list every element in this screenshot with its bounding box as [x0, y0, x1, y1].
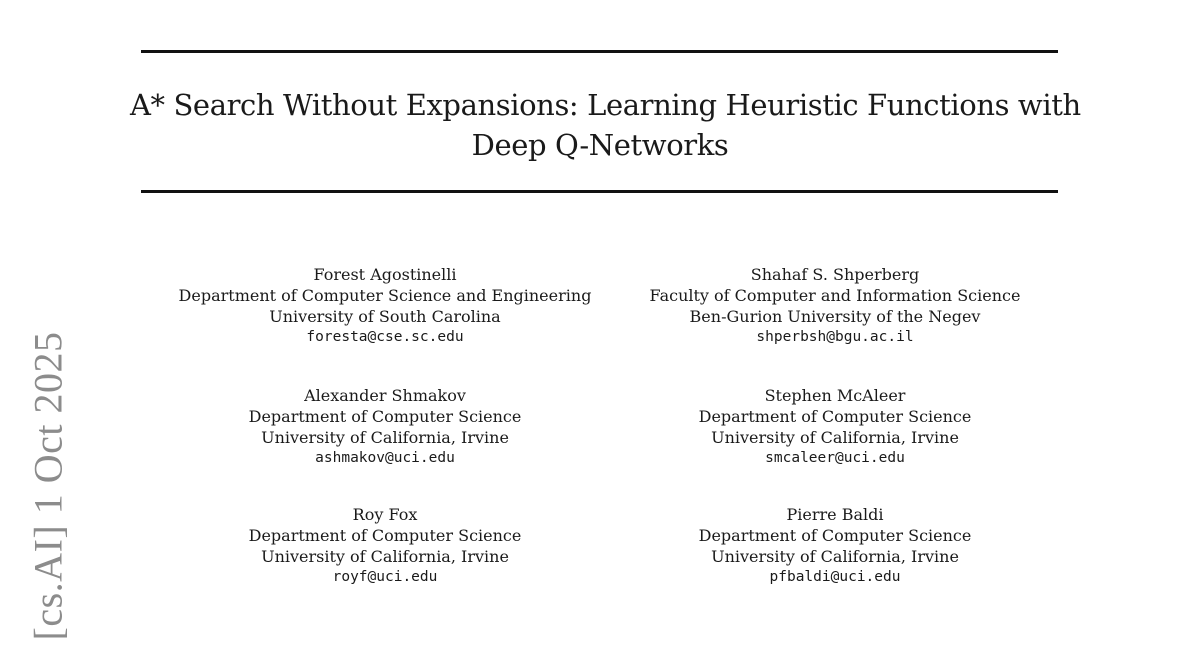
author-department: Department of Computer Science and Engineering [178, 286, 592, 305]
author-name: Alexander Shmakov [304, 386, 466, 405]
author-block-baldi [610, 504, 1060, 588]
author-name: Stephen McAleer [764, 386, 906, 405]
author-department: Department of Computer Science [698, 407, 972, 426]
author-department: Department of Computer Science [248, 407, 522, 426]
author-department: Department of Computer Science [248, 526, 522, 545]
title-top-rule [141, 50, 1058, 53]
author-institution: University of California, Irvine [711, 547, 959, 566]
author-block-fox [150, 504, 620, 588]
author-block-shmakov [150, 385, 620, 469]
author-email: royf@uci.edu [332, 569, 438, 585]
author-institution: University of South Carolina [269, 307, 501, 326]
author-block-mcaleer [610, 385, 1060, 469]
author-name: Shahaf S. Shperberg [750, 265, 920, 284]
paper-title-line-2: Deep Q-Networks [471, 128, 729, 162]
author-institution: Ben-Gurion University of the Negev [689, 307, 981, 326]
arxiv-side-stamp: [cs.AI] 1 Oct 2025 [25, 331, 71, 641]
title-bottom-rule [141, 190, 1058, 193]
paper-title-line-1: A* Search Without Expansions: Learning Heuristic Functions with [130, 88, 1081, 122]
author-block-agostinelli [150, 264, 620, 348]
author-department: Faculty of Computer and Information Science [649, 286, 1021, 305]
author-email: foresta@cse.sc.edu [306, 329, 464, 345]
author-email: ashmakov@uci.edu [315, 450, 455, 466]
author-name: Pierre Baldi [786, 505, 884, 524]
author-email: pfbaldi@uci.edu [769, 569, 901, 585]
author-name: Roy Fox [352, 505, 418, 524]
author-institution: University of California, Irvine [711, 428, 959, 447]
author-email: shperbsh@bgu.ac.il [756, 329, 914, 345]
paper-title [130, 85, 1081, 165]
author-email: smcaleer@uci.edu [765, 450, 905, 466]
author-name: Forest Agostinelli [313, 265, 457, 284]
author-institution: University of California, Irvine [261, 428, 509, 447]
author-institution: University of California, Irvine [261, 547, 509, 566]
author-block-shperberg [610, 264, 1060, 348]
author-department: Department of Computer Science [698, 526, 972, 545]
